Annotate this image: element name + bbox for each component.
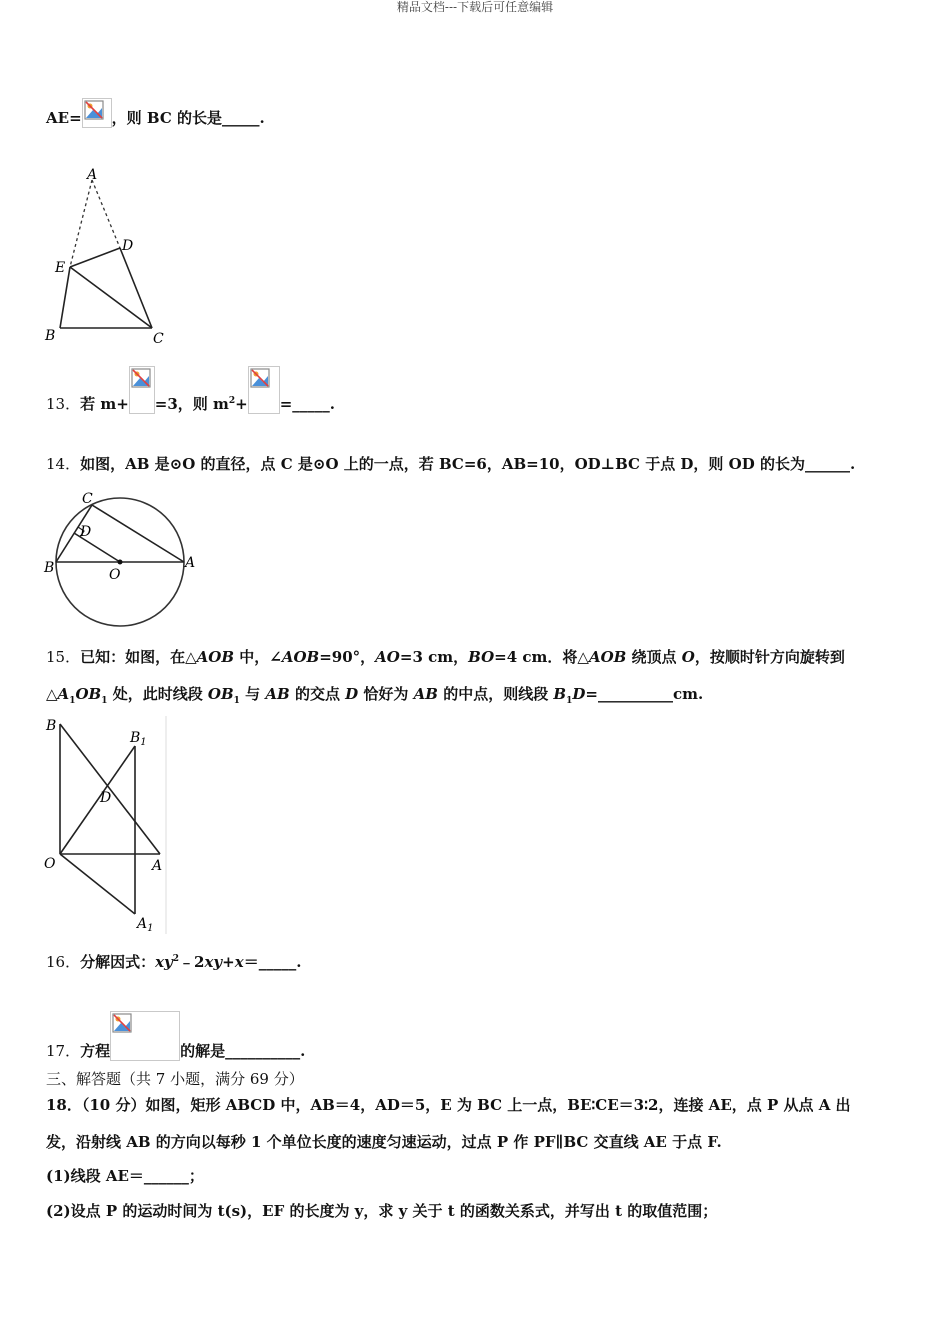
broken-image-icon [112,1013,132,1033]
figure-q12-triangle [40,160,170,350]
dashed-line-ae [70,180,92,267]
label-a1: $A_1$ [137,916,154,934]
question-12-text: AE= ，则 BC 的长是_____. [46,98,265,128]
question-13: 13．若 m+ =3，则 $m^2+$ =_____. [46,366,335,414]
formula-image-placeholder [82,98,112,128]
question-16: 16．分解因式：$xy^2﹣2xy+x=\_\_\_\_\_$. [46,953,302,971]
broken-image-icon [250,368,270,388]
label-b: B [44,560,55,576]
label-e: E [55,260,66,276]
dashed-line-ad [92,180,120,248]
label-d: D [80,524,92,540]
question-18-part-1: (1)线段 AE＝______； [46,1167,204,1185]
figure-q15-rotation [42,716,170,938]
figure-q14-circle [42,488,200,628]
label-a: A [152,858,163,874]
label-o: O [109,567,121,583]
broken-image-icon [131,368,151,388]
question-18-part-2: (2)设点 P 的运动时间为 t(s)，EF 的长度为 y，求 y 关于 t 的函数关系式，并写出 t 的取值范围； [46,1202,718,1220]
label-a: A [87,167,98,183]
label-b: B [45,328,56,344]
label-c: C [82,491,93,507]
question-15-line-1: 15．已知：如图，在△AOB 中，∠AOB=90°，AO=3 cm，BO=4 cm．将△AOB 绕顶点 O，按顺时针方向旋转到 [46,648,845,666]
question-15-line-2: $\triangle A_1OB_1$ 处，此时线段 $OB_1$ 与 AB 的交点 D 恰好为 AB 的中点，则线段 $B_1D=\_\_\_\_\_\_\_\_\_\_cm$. [46,685,704,706]
question-14: 14．如图，AB 是⊙O 的直径，点 C 是⊙O 上的一点，若 BC=6，AB=10，OD⊥BC 于点 D，则 OD 的长为______. [46,455,856,473]
label-d: D [122,238,134,254]
formula-image-placeholder [248,366,280,414]
label-o: O [44,856,56,872]
page-header: 精品文档---下载后可任意编辑 [396,0,554,14]
question-18-line-2: 发，沿射线 AB 的方向以每秒 1 个单位长度的速度匀速运动，过点 P 作 PF∥BC 交直线 AE 于点 F. [46,1133,722,1151]
section-heading: 三、解答题（共 7 小题，满分 69 分） [46,1070,304,1088]
segment-ob1 [60,746,135,854]
center-point [118,560,123,565]
segment-oa1 [60,854,135,914]
formula-image-placeholder [110,1011,180,1061]
question-18-line-1: 18．（10 分）如图，矩形 ABCD 中，AB＝4，AD＝5，E 为 BC 上一点，BE∶CE＝3∶2，连接 AE，点 P 从点 A 出 [46,1096,851,1114]
segment-ed [70,248,120,267]
formula-image-placeholder [129,366,155,414]
label-a: A [185,555,196,571]
segment-eb [60,267,70,328]
question-17: 17．方程 的解是__________. [46,1011,305,1061]
label-b1: $B_1$ [130,730,147,748]
label-b: B [46,718,57,734]
broken-image-icon [84,100,104,120]
label-d: D [100,790,112,806]
label-c: C [153,331,164,347]
